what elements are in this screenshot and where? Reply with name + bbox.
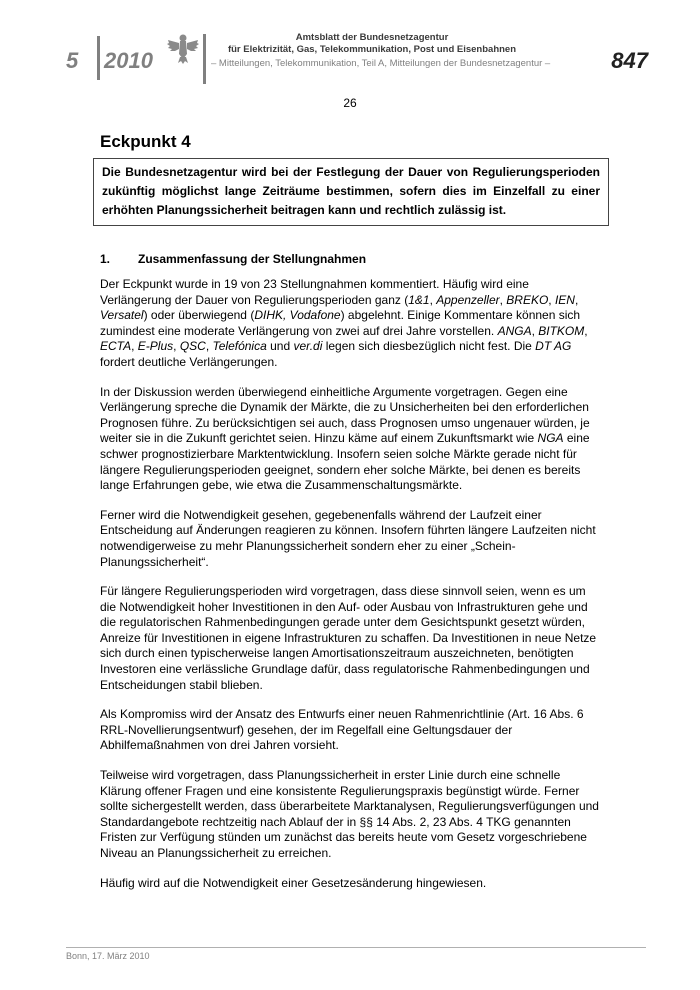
paragraph: Häufig wird auf die Notwendigkeit einer Gesetzesänderung hingewiesen. bbox=[100, 875, 487, 890]
section-number: 1. bbox=[100, 252, 111, 266]
paragraph: Ferner wird die Notwendigkeit gesehen, gegebenenfalls während der Laufzeit einer Entscheidung auf Änderungen reagieren zu können. Insofern führten längere Laufzeiten nicht notwendigerweise zu mehr Planungssicherheit sondern eher zu einer „Schein-Planungssicherheit“. bbox=[100, 507, 596, 569]
gazette-title-line: für Elektrizität, Gas, Telekommunikation, Post und Eisenbahnen bbox=[227, 44, 517, 55]
footer-date: Bonn, 17. März 2010 bbox=[66, 951, 150, 961]
header-divider bbox=[97, 36, 100, 80]
paragraph: Als Kompromiss wird der Ansatz des Entwurfs einer neuen Rahmenrichtlinie (Art. 16 Abs. 6 RRL-Novellierungsentwurf) gesehen, der im Regelfall eine Geltungsdauer der Abhilfemaßnahmen von drei Jahren vorsieht. bbox=[100, 707, 584, 753]
gazette-subtitle: – Mitteilungen, Telekommunikation, Teil A, Mitteilungen der Bundesnetzagentur – bbox=[211, 58, 551, 69]
section-heading bbox=[100, 252, 366, 266]
paragraph: In der Diskussion werden überwiegend einheitliche Argumente vorgetragen. Gegen eine Verlängerung spreche die Dynamik der Märkte, die zu Unsicherheiten bei den erforderlichen Prognosen führe. Zu berücksichtigen sei auch, dass Prognosen umso ungenauer würden, je weiter sie in die Zukunft gerichtet seien. Hinzu käme auf einem Zukunftsmarkt wie NGA eine schwer prognostizierbare Marktentwicklung. Insofern seien solche Märkte gerade nicht für längere Regulierungsperioden geeignet, sondern eher solche Märkte, bei denen es bereits lange Erfahrungen gebe, wie etwa die Zusammenschaltungsmärkte. bbox=[100, 384, 590, 493]
paragraph: Teilweise wird vorgetragen, dass Planungssicherheit in erster Linie durch eine schnelle Klärung offener Fragen und eine konsistente Regulierungspraxis begünstigt würde. Ferner sollte sichergestellt werden, dass überarbeitete Marktanalysen, Regulierungsverfügungen und Standardangebote rechtzeitig nach Ablauf der in §§ 14 Abs. 2, 23 Abs. 4 TKG genannten Fristen zur Verfügung stünden um zunächst das bereits heute vom Gesetz vorgeschriebene Niveau an Planungssicherheit zu erreichen. bbox=[100, 768, 599, 860]
paragraph: Für längere Regulierungsperioden wird vorgetragen, dass diese sinnvoll seien, wenn es um die Notwendigkeit hoher Investitionen in den Auf- oder Ausbau von Infrastrukturen gehe und die regulatorischen Rahmenbedingungen gerade unter dem Gesichtspunkt gesetzt würden, Anreize für Investitionen in eigene Infrastrukturen zu schaffen. Da Investitionen in neue Netze sich durch einen typischerweise langen Amortisationszeitraum auszeichneten, benötigten Investoren eine verlässliche Grundlage dafür, dass regulatorische Rahmenbedingungen und Entscheidungen stabil blieben. bbox=[100, 584, 597, 692]
section-title: Zusammenfassung der Stellungnahmen bbox=[138, 252, 367, 266]
boxed-statement: Die Bundesnetzagentur wird bei der Festlegung der Dauer von Regulierungsperioden zukünftig möglichst lange Zeiträume bestimmen, sofern dies im Einzelfall zu einer erhöhten Planungssicherheit beitragen kann und rechtlich zulässig ist. bbox=[93, 158, 609, 226]
page-number: 847 bbox=[611, 48, 648, 73]
body-text bbox=[100, 277, 600, 905]
paragraph: Der Eckpunkt wurde in 19 von 23 Stellungnahmen kommentiert. Häufig wird eine Verlängerung der Dauer von Regulierungsperioden ganz (1&1, Appenzeller, BREKO, IEN, Versatel) oder überwiegend (DIHK, Vodafone) abgelehnt. Einige Kommentare können sich zumindest eine moderate Verlängerung von zwei auf drei Jahre vorstellen. ANGA, BITKOM, ECTA, E-Plus, QSC, Telefónica und ver.di legen sich diesbezüglich nicht fest. Die DT AG fordert deutliche Verlängerungen. bbox=[100, 277, 588, 369]
header-divider bbox=[203, 34, 206, 84]
issue-year: 2010 bbox=[104, 48, 153, 73]
gazette-title-line: Amtsblatt der Bundesnetzagentur bbox=[295, 32, 449, 43]
federal-eagle-icon bbox=[166, 32, 200, 66]
inner-page-number: 26 bbox=[343, 96, 357, 110]
issue-number: 5 bbox=[66, 48, 79, 73]
page-title: Eckpunkt 4 bbox=[100, 132, 191, 151]
gazette-title bbox=[212, 32, 532, 56]
footer-divider bbox=[66, 947, 646, 948]
